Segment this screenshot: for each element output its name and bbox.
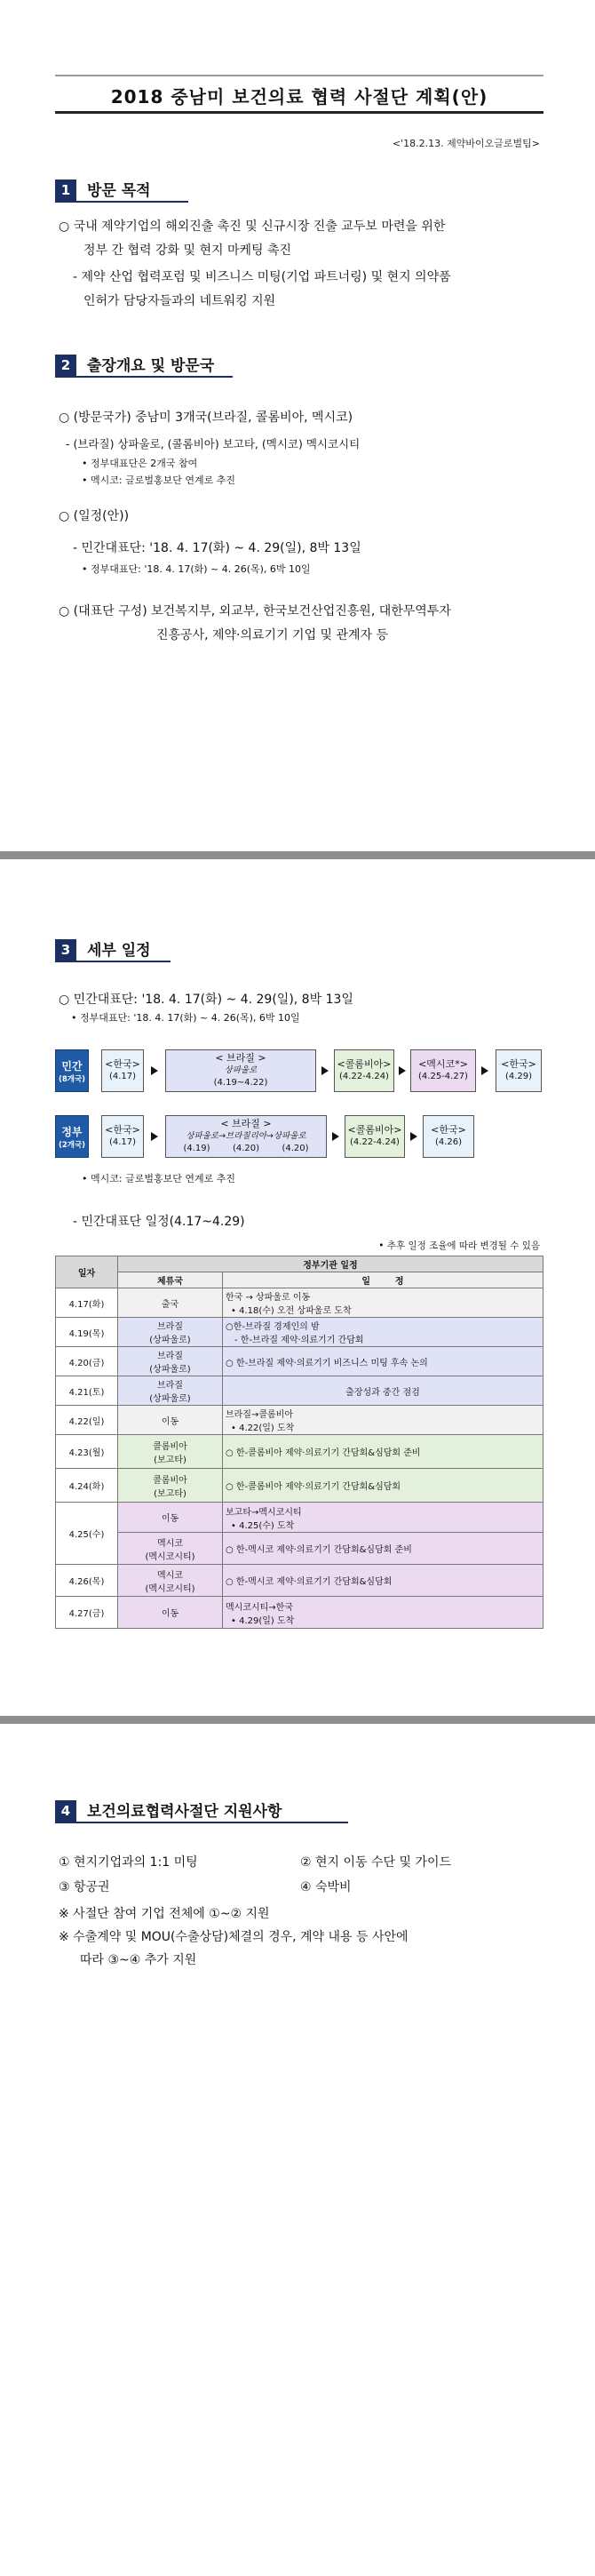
city-name: 멕시코 <box>157 1538 183 1549</box>
cell-city: 출국 <box>118 1288 223 1318</box>
flow-gov-korea-start <box>101 1115 144 1158</box>
cell-city <box>118 1435 223 1469</box>
section-3-underline <box>55 961 171 962</box>
box-label: < 브라질 > <box>220 1118 272 1129</box>
cell-city: 이동 <box>118 1503 223 1533</box>
city-sub: (보고타) <box>154 1455 186 1465</box>
box-date: (4.17) <box>108 1072 137 1081</box>
schedule-text: • 4.29(일) 도착 <box>231 1615 295 1626</box>
table-header-row <box>56 1256 543 1272</box>
page-separator-1 <box>0 851 595 859</box>
support-item-4: ④ 숙박비 <box>300 1880 352 1894</box>
city-name: 브라질 <box>157 1322 183 1332</box>
flow-label-gov <box>55 1115 89 1158</box>
cell-schedule: 출장성과 중간 점검 <box>223 1376 543 1406</box>
box-date: (4.25-4.27) <box>418 1072 468 1081</box>
city-sub: (상파울로) <box>149 1365 191 1375</box>
section-2-heading <box>55 353 214 377</box>
box-date: (4.26) <box>434 1137 463 1147</box>
purpose-line-2: 정부 간 협력 강화 및 현지 마케팅 촉진 <box>83 243 292 258</box>
schedule-table <box>55 1256 543 1629</box>
table-row <box>56 1435 543 1469</box>
section-number: 4 <box>55 1800 76 1822</box>
cell-date: 4.24(화) <box>56 1469 118 1503</box>
document-reference: <'18.2.13. 제약바이오글로벌팀> <box>392 138 540 149</box>
flow-arrow <box>151 1132 158 1141</box>
document-title: 2018 중남미 보건의료 협력 사절단 계획(안) <box>110 86 488 108</box>
section-1-underline <box>55 201 188 203</box>
box-label: <콜롬비아> <box>337 1058 392 1070</box>
section-title: 보건의료협력사절단 지원사항 <box>87 1803 282 1821</box>
cell-schedule: ○ 한-멕시코 제약·의료기기 간담회&심담회 준비 <box>223 1533 543 1565</box>
title-rule-bottom <box>55 111 543 114</box>
box-label: <콜롬비아> <box>347 1124 402 1136</box>
purpose-line-4: 인허가 담당자들과의 네트워킹 지원 <box>83 294 276 308</box>
overview-line-4: • 멕시코: 글로벌홍보단 연계로 추진 <box>82 475 235 486</box>
flow-arrow <box>151 1066 158 1075</box>
support-item-1: ① 현지기업과의 1:1 미팅 <box>59 1855 198 1870</box>
cell-city <box>118 1533 223 1565</box>
cell-schedule <box>223 1318 543 1347</box>
overview-line-7: • 정부대표단: '18. 4. 17(화) ~ 4. 26(목), 6박 10일 <box>82 563 311 575</box>
cell-city <box>118 1469 223 1503</box>
table-row <box>56 1533 543 1565</box>
cell-city <box>118 1318 223 1347</box>
page-2 <box>0 859 595 1716</box>
section-title: 방문 목적 <box>87 182 151 200</box>
box-date: (4.19~4.22) <box>213 1078 268 1088</box>
table-header-row <box>56 1272 543 1288</box>
table-note: • 추후 일정 조율에 따라 변경될 수 있음 <box>378 1240 540 1251</box>
header-schedule: 일 정 <box>223 1272 543 1288</box>
flow-civil-mexico <box>410 1049 476 1092</box>
overview-line-8: ○ (대표단 구성) 보건복지부, 외교부, 한국보건산업진흥원, 대한무역투자 <box>59 604 451 618</box>
section-4-underline <box>55 1822 348 1823</box>
flow-civil-korea-start <box>101 1049 144 1092</box>
schedule-line-2: • 정부대표단: '18. 4. 17(화) ~ 4. 26(목), 6박 10일 <box>71 1012 300 1024</box>
cell-city <box>118 1376 223 1406</box>
flow-label-text: 정부 <box>61 1125 83 1138</box>
box-city: 상파울로 <box>224 1065 258 1075</box>
flow-arrow <box>321 1066 329 1075</box>
table-row <box>56 1347 543 1376</box>
cell-city: 이동 <box>118 1597 223 1629</box>
header-date: 일자 <box>56 1256 118 1288</box>
flow-gov-colombia <box>345 1115 405 1158</box>
city-sub: (멕시코시티) <box>145 1583 195 1594</box>
section-number: 3 <box>55 939 76 961</box>
schedule-text: 브라질→콜롬비아 <box>226 1410 293 1420</box>
table-row <box>56 1288 543 1318</box>
box-label: <한국> <box>105 1058 140 1070</box>
flow-civil-korea-end <box>496 1049 542 1092</box>
section-2-underline <box>55 376 233 378</box>
flow-arrow <box>410 1132 417 1141</box>
flow-civil-colombia <box>334 1049 394 1092</box>
cell-date: 4.23(월) <box>56 1435 118 1469</box>
purpose-line-3: - 제약 산업 협력포럼 및 비즈니스 미팅(기업 파트너링) 및 현지 의약품 <box>73 270 451 284</box>
section-1-heading <box>55 178 151 202</box>
page-1 <box>0 0 595 851</box>
flow-arrow <box>332 1132 339 1141</box>
mexico-note: • 멕시코: 글로벌홍보단 연계로 추진 <box>82 1173 235 1184</box>
box-date: (4.17) <box>108 1137 137 1147</box>
section-number: 1 <box>55 179 76 201</box>
city-name: 콜롬비아 <box>153 1475 187 1486</box>
flow-arrow <box>399 1066 406 1075</box>
section-title: 세부 일정 <box>87 942 151 960</box>
table-row <box>56 1406 543 1435</box>
cell-schedule: ○ 한-브라질 제약·의료기기 비즈니스 미팅 후속 논의 <box>223 1347 543 1376</box>
cell-date: 4.27(금) <box>56 1597 118 1629</box>
flow-label-sub: (2개국) <box>58 1140 86 1150</box>
cell-date: 4.19(목) <box>56 1318 118 1347</box>
box-label: <한국> <box>501 1058 536 1070</box>
section-title: 출장개요 및 방문국 <box>87 357 215 375</box>
overview-line-3: • 정부대표단은 2개국 참여 <box>82 458 198 469</box>
section-number: 2 <box>55 355 76 376</box>
box-label: <한국> <box>431 1124 466 1136</box>
schedule-text: • 4.18(수) 오전 상파울로 도착 <box>231 1306 352 1316</box>
support-note-3: 따라 ③~④ 추가 지원 <box>80 1953 197 1967</box>
schedule-text: ○한-브라질 경제인의 밤 <box>226 1322 320 1332</box>
cell-schedule: ○ 한-콜롬비아 제약·의료기기 간담회&심담회 <box>223 1469 543 1503</box>
city-sub: (상파울로) <box>149 1394 191 1404</box>
page-separator-2 <box>0 1716 595 1724</box>
schedule-text: • 4.22(일) 도착 <box>231 1424 295 1433</box>
city-name: 멕시코 <box>157 1570 183 1581</box>
civil-schedule-heading: - 민간대표단 일정(4.17~4.29) <box>73 1215 245 1229</box>
cell-city: 이동 <box>118 1406 223 1435</box>
box-city: 상파울로→브라질리아→상파울로 <box>186 1131 306 1141</box>
table-row <box>56 1503 543 1533</box>
cell-date: 4.25(수) <box>56 1503 118 1565</box>
schedule-text: 한국 → 상파울로 이동 <box>226 1293 311 1303</box>
box-date: (4.19) (4.20) (4.20) <box>183 1144 309 1153</box>
cell-city <box>118 1347 223 1376</box>
overview-line-5: ○ (일정(안)) <box>59 509 130 523</box>
city-sub: (멕시코시티) <box>145 1551 195 1562</box>
city-sub: (보고타) <box>154 1488 186 1499</box>
table-row <box>56 1469 543 1503</box>
schedule-text: - 한-브라질 제약·의료기기 간담회 <box>234 1336 364 1345</box>
header-gov: 정부기관 일정 <box>118 1256 543 1272</box>
flow-arrow <box>481 1066 488 1075</box>
box-date: (4.29) <box>504 1072 533 1081</box>
city-name: 브라질 <box>157 1381 183 1391</box>
flow-label-text: 민간 <box>61 1059 83 1073</box>
flow-label-sub: (8개국) <box>58 1074 86 1084</box>
box-label: <한국> <box>105 1124 140 1136</box>
cell-schedule <box>223 1597 543 1629</box>
overview-line-1: ○ (방문국가) 중남미 3개국(브라질, 콜롬비아, 멕시코) <box>59 411 353 425</box>
page-3 <box>0 1724 595 2576</box>
support-item-3: ③ 항공권 <box>59 1880 110 1894</box>
schedule-text: • 4.25(수) 도착 <box>231 1520 295 1531</box>
table-row <box>56 1318 543 1347</box>
title-rule-top <box>55 75 543 76</box>
schedule-line-1: ○ 민간대표단: '18. 4. 17(화) ~ 4. 29(일), 8박 13일 <box>59 993 353 1007</box>
cell-city <box>118 1565 223 1597</box>
cell-schedule: ○ 한-멕시코 제약·의료기기 간담회&심담회 <box>223 1565 543 1597</box>
section-3-heading <box>55 937 151 961</box>
city-name: 콜롬비아 <box>153 1441 187 1452</box>
schedule-text: 멕시코시티→한국 <box>226 1602 293 1613</box>
cell-schedule <box>223 1288 543 1318</box>
section-4-heading <box>55 1798 282 1822</box>
cell-schedule <box>223 1503 543 1533</box>
cell-date: 4.26(목) <box>56 1565 118 1597</box>
header-city: 체류국 <box>118 1272 223 1288</box>
city-name: 브라질 <box>157 1352 183 1361</box>
table-row <box>56 1565 543 1597</box>
support-note-2: ※ 수출계약 및 MOU(수출상담)체결의 경우, 계약 내용 등 사안에 <box>59 1930 409 1944</box>
cell-date: 4.21(토) <box>56 1376 118 1406</box>
overview-line-2: - (브라질) 상파울로, (콜롬비아) 보고타, (멕시코) 멕시코시티 <box>66 437 361 451</box>
flow-gov-brazil <box>165 1115 327 1158</box>
flow-civil-brazil <box>165 1049 316 1092</box>
schedule-text: 보고타→멕시코시티 <box>226 1507 302 1518</box>
cell-date: 4.17(화) <box>56 1288 118 1318</box>
overview-line-9: 진흥공사, 제약·의료기기 기업 및 관계자 등 <box>156 628 389 642</box>
box-date: (4.22-4.24) <box>350 1137 400 1147</box>
cell-date: 4.20(금) <box>56 1347 118 1376</box>
city-sub: (상파울로) <box>149 1336 191 1345</box>
box-label: <멕시코*> <box>418 1058 468 1070</box>
purpose-line-1: ○ 국내 제약기업의 해외진출 촉진 및 신규시장 진출 교두보 마련을 위한 <box>59 219 446 234</box>
support-note-1: ※ 사절단 참여 기업 전체에 ①~② 지원 <box>59 1907 270 1921</box>
flow-label-civil <box>55 1049 89 1092</box>
cell-schedule: ○ 한-콜롬비아 제약·의료기기 간담회&심담회 준비 <box>223 1435 543 1469</box>
flow-gov-korea-end <box>423 1115 474 1158</box>
table-row <box>56 1376 543 1406</box>
cell-date: 4.22(일) <box>56 1406 118 1435</box>
cell-schedule <box>223 1406 543 1435</box>
box-date: (4.22-4.24) <box>339 1072 389 1081</box>
overview-line-6: - 민간대표단: '18. 4. 17(화) ~ 4. 29(일), 8박 13일 <box>73 541 361 555</box>
box-label: < 브라질 > <box>215 1052 266 1064</box>
support-item-2: ② 현지 이동 수단 및 가이드 <box>300 1855 452 1870</box>
table-row <box>56 1597 543 1629</box>
